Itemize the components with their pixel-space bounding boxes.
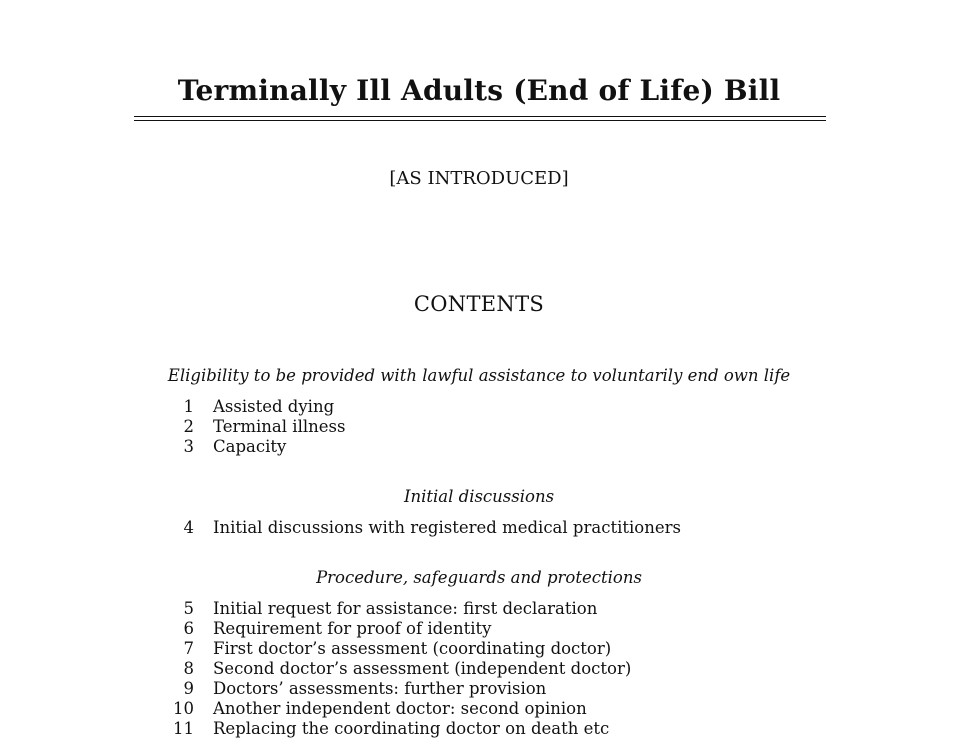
contents-item[interactable] bbox=[0, 619, 900, 639]
clause-title: First doctor’s assessment (coordinating doctor) bbox=[213, 639, 612, 658]
section-heading-procedure: Procedure, safeguards and protections bbox=[316, 568, 642, 587]
contents-item[interactable] bbox=[0, 679, 900, 699]
clause-number: 8 bbox=[183, 659, 194, 678]
contents-item[interactable] bbox=[0, 417, 900, 437]
clause-number: 6 bbox=[183, 619, 194, 638]
clause-title: Terminal illness bbox=[213, 417, 346, 436]
clause-title: Doctors’ assessments: further provision bbox=[213, 679, 547, 698]
contents-item[interactable] bbox=[0, 599, 900, 619]
bill-status: [AS INTRODUCED] bbox=[389, 168, 569, 189]
contents-item[interactable] bbox=[0, 437, 900, 457]
clause-title: Replacing the coordinating doctor on death etc bbox=[213, 719, 610, 738]
clause-title: Initial request for assistance: first declaration bbox=[213, 599, 598, 618]
clause-number: 2 bbox=[183, 417, 194, 436]
section-heading-eligibility: Eligibility to be provided with lawful assistance to voluntarily end own life bbox=[167, 366, 791, 385]
contents-heading: CONTENTS bbox=[413, 292, 545, 316]
clause-number: 4 bbox=[183, 518, 194, 537]
contents-item[interactable] bbox=[0, 397, 900, 417]
title-rule-upper bbox=[134, 116, 826, 117]
contents-item[interactable] bbox=[0, 659, 900, 679]
clause-number: 5 bbox=[183, 599, 194, 618]
clause-title: Assisted dying bbox=[213, 397, 335, 416]
bill-title: Terminally Ill Adults (End of Life) Bill bbox=[177, 74, 781, 107]
clause-title: Second doctor’s assessment (independent doctor) bbox=[213, 659, 632, 678]
clause-number: 10 bbox=[173, 699, 194, 718]
contents-item[interactable] bbox=[0, 518, 900, 538]
clause-number: 7 bbox=[183, 639, 194, 658]
clause-title: Capacity bbox=[213, 437, 287, 456]
section-heading-initial-discussions: Initial discussions bbox=[403, 487, 555, 506]
clause-number: 3 bbox=[183, 437, 194, 456]
clause-title: Requirement for proof of identity bbox=[213, 619, 492, 638]
contents-item[interactable] bbox=[0, 639, 900, 659]
clause-title: Another independent doctor: second opinion bbox=[213, 699, 587, 718]
clause-number: 11 bbox=[173, 719, 194, 738]
contents-item[interactable] bbox=[0, 699, 900, 719]
clause-number: 9 bbox=[183, 679, 194, 698]
clause-number: 1 bbox=[183, 397, 194, 416]
title-rule-lower bbox=[134, 120, 826, 121]
contents-item[interactable] bbox=[0, 719, 900, 739]
clause-title: Initial discussions with registered medical practitioners bbox=[213, 518, 681, 537]
